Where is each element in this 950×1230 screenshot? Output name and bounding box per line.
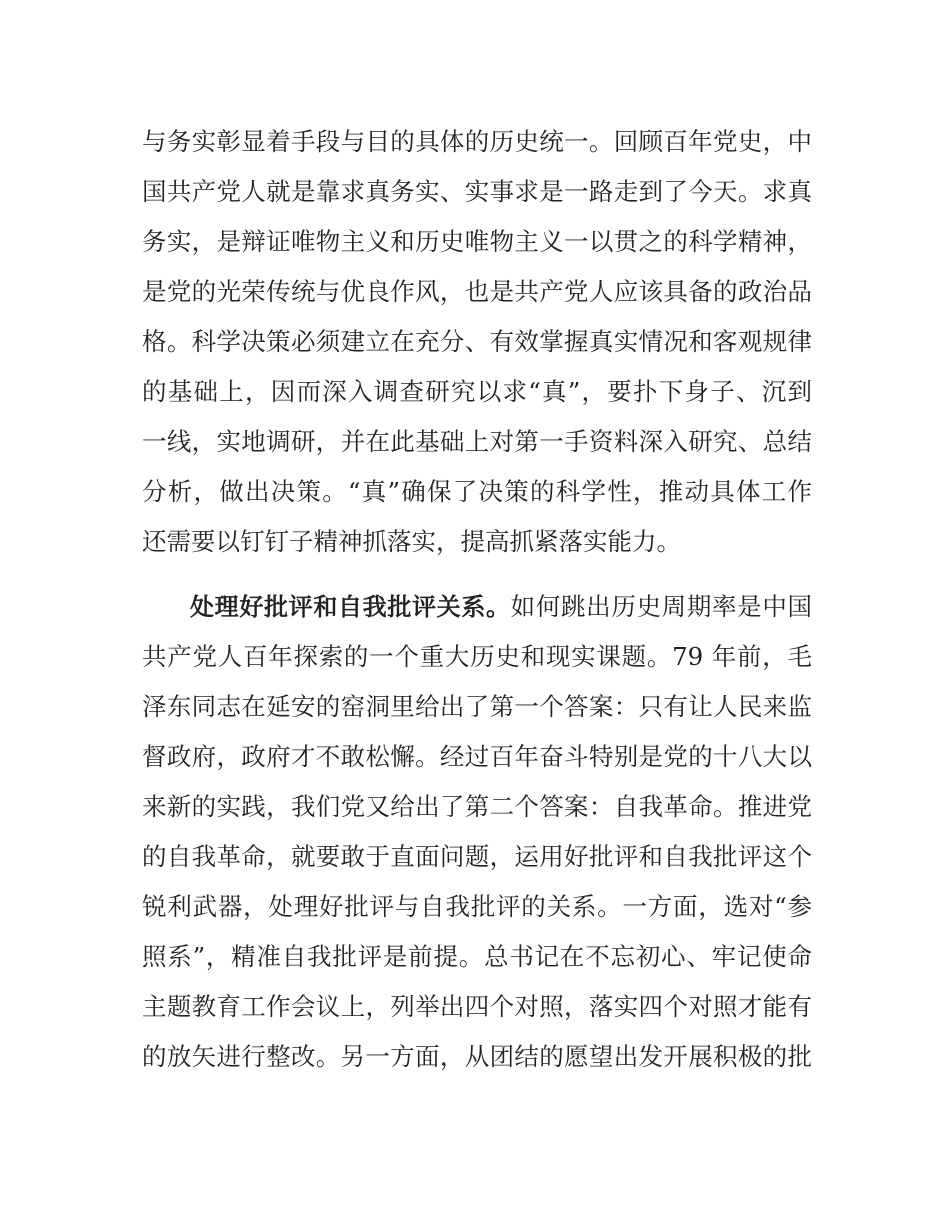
text-line: 督政府，政府才不敢松懈。经过百年奋斗特别是党的十八大以 xyxy=(142,742,812,771)
text-line: 来新的实践，我们党又给出了第二个答案：自我革命。推进党 xyxy=(142,792,812,821)
text-line: 国共产党人就是靠求真务实、实事求是一路走到了今天。求真 xyxy=(142,177,812,206)
paragraph-first-line xyxy=(142,582,812,632)
text-line: 格。科学决策必须建立在充分、有效掌握真实情况和客观规律 xyxy=(142,327,812,356)
text-line: 的放矢进行整改。另一方面，从团结的愿望出发开展积极的批 xyxy=(142,1042,812,1071)
text-line: 照系”，精准自我批评是前提。总书记在不忘初心、牢记使命 xyxy=(142,942,812,971)
text-line: 分析，做出决策。“真”确保了决策的科学性，推动具体工作 xyxy=(142,477,812,506)
text-line: 主题教育工作会议上，列举出四个对照，落实四个对照才能有 xyxy=(142,992,812,1021)
text-line: 的基础上，因而深入调查研究以求“真”，要扑下身子、沉到 xyxy=(142,377,812,406)
text-line: 共产党人百年探索的一个重大历史和现实课题。79 年前，毛 xyxy=(142,642,812,671)
text-line: 还需要以钉钉子精神抓落实，提高抓紧落实能力。 xyxy=(142,527,681,556)
text-run: 如何跳出历史周期率是中国 xyxy=(510,592,813,621)
text-line: 务实，是辩证唯物主义和历史唯物主义一以贯之的科学精神， xyxy=(142,227,812,256)
paragraph-2 xyxy=(142,582,812,1082)
text-line: 的自我革命，就要敢于直面问题，运用好批评和自我批评这个 xyxy=(142,842,812,871)
text-line: 与务实彰显着手段与目的具体的历史统一。回顾百年党史，中 xyxy=(142,127,812,156)
paragraph-1 xyxy=(142,117,812,567)
text-line: 是党的光荣传统与优良作风，也是共产党人应该具备的政治品 xyxy=(142,277,812,306)
text-line: 一线，实地调研，并在此基础上对第一手资料深入研究、总结 xyxy=(142,427,812,456)
text-line: 锐利武器，处理好批评与自我批评的关系。一方面，选对“参 xyxy=(142,892,812,921)
text-line: 泽东同志在延安的窑洞里给出了第一个答案：只有让人民来监 xyxy=(142,692,812,721)
section-heading: 处理好批评和自我批评关系。 xyxy=(190,593,511,621)
